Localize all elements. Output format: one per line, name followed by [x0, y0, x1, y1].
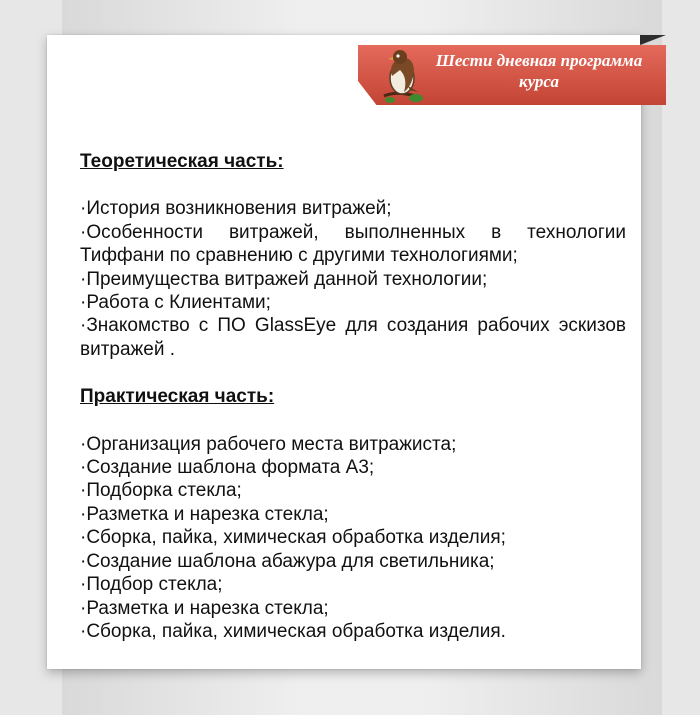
- program-badge-line-1: Шести дневная программа: [435, 51, 643, 70]
- list-item: ·Разметка и нарезка стекла;: [80, 597, 329, 619]
- list-item: ·Создание шаблона абажура для светильника;: [80, 550, 495, 572]
- list-item: ·История возникновения витражей;: [80, 198, 392, 220]
- list-item: ·Создание шаблона формата А3;: [80, 457, 375, 479]
- theory-list: [80, 197, 626, 361]
- list-item: ·Подбор стекла;: [80, 574, 223, 596]
- program-badge-line-2: курса: [518, 72, 560, 91]
- list-item: ·Сборка, пайка, химическая обработка изделия;: [80, 527, 506, 549]
- list-item: ·Сборка, пайка, химическая обработка изделия.: [80, 620, 506, 642]
- list-item: ·Преимущества витражей данной технологии;: [80, 268, 488, 290]
- practice-title: Практическая часть:: [80, 386, 275, 408]
- theory-title: Теоретическая часть:: [80, 151, 284, 172]
- practice-list: [80, 433, 626, 644]
- list-item: ·Разметка и нарезка стекла;: [80, 503, 329, 525]
- list-item: ·Особенности витражей, выполненных в технологии Тиффани по сравнению с другими технологиями;: [80, 221, 626, 267]
- program-content: [80, 150, 626, 643]
- list-item: ·Организация рабочего места витражиста;: [80, 433, 457, 455]
- program-badge: [414, 50, 664, 92]
- list-item: ·Работа с Клиентами;: [80, 292, 271, 314]
- list-item: ·Подборка стекла;: [80, 480, 242, 502]
- ribbon-fold: [640, 35, 666, 45]
- list-item: ·Знакомство с ПО GlassEye для создания рабочих эскизов витражей .: [80, 315, 626, 360]
